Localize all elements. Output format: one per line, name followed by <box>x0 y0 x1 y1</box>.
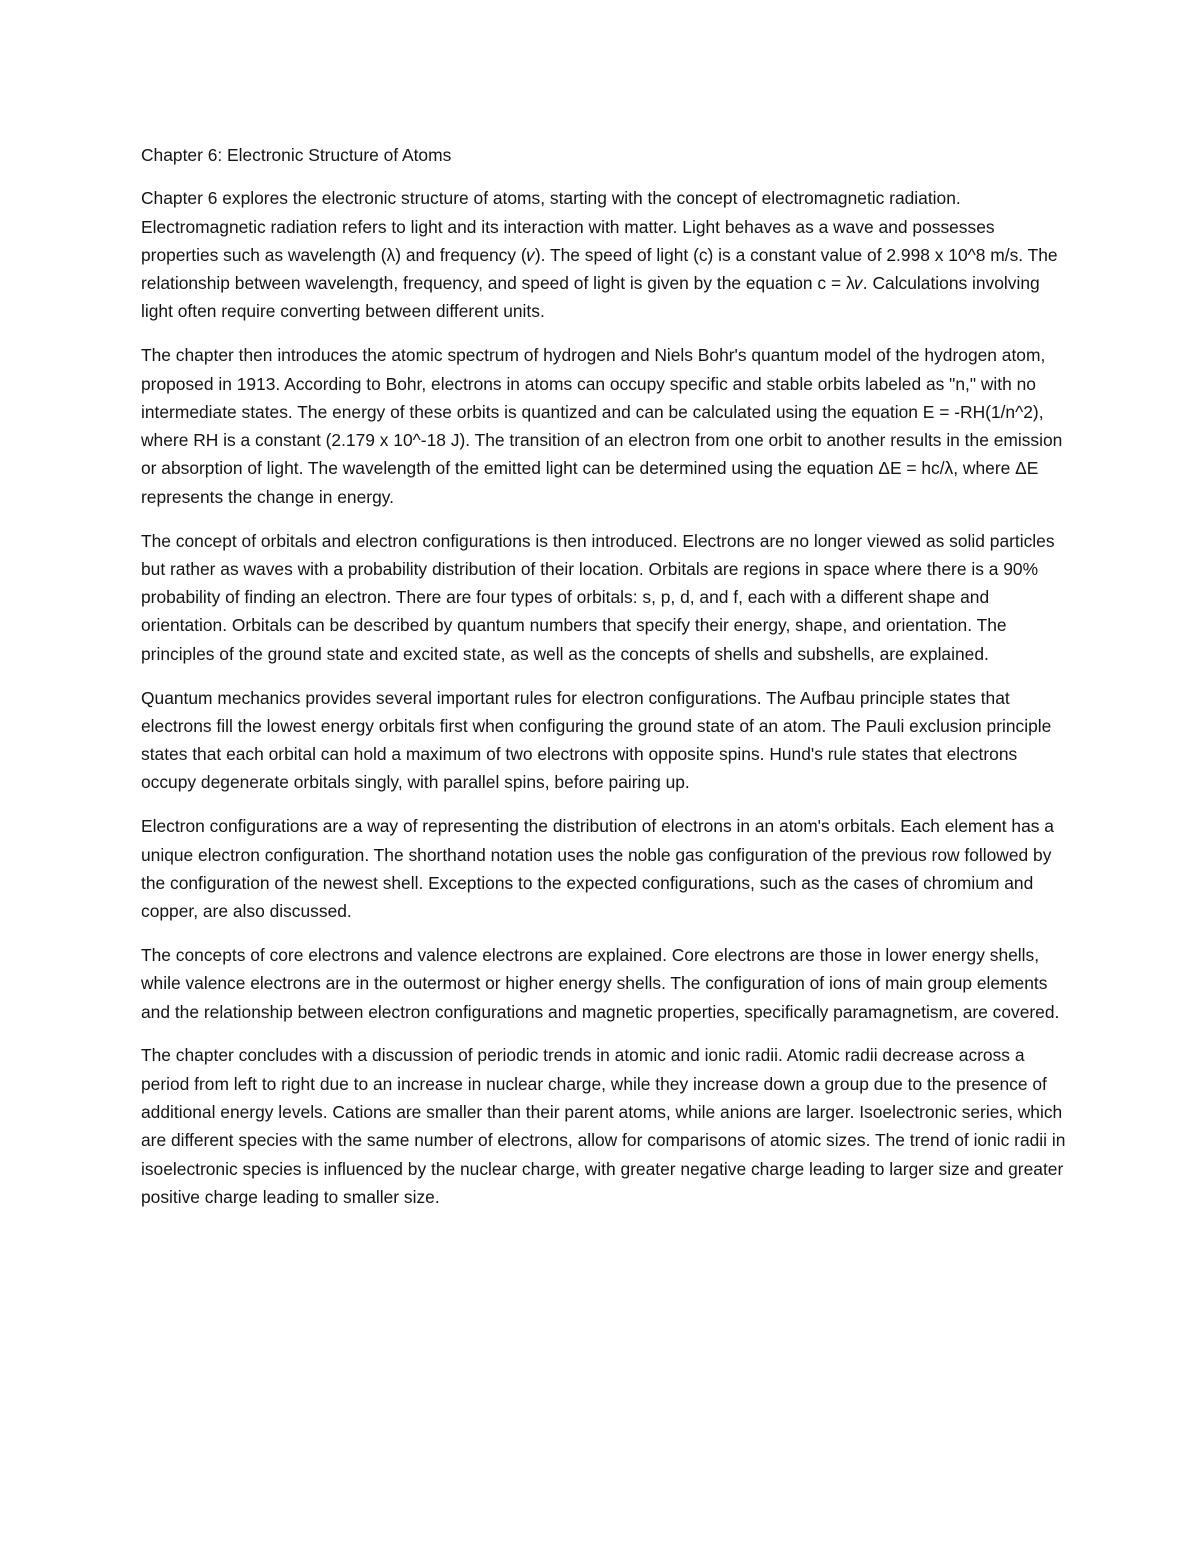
paragraph-bohr-model: The chapter then introduces the atomic spectrum of hydrogen and Niels Bohr's quantum model of the hydrogen atom, proposed in 1913. According to Bohr, electrons in atoms can occupy specific and stable orbits labeled as "n," with no intermediate states. The energy of these orbits is quantized and can be calculated using the equation E = -RH(1/n^2), where RH is a constant (2.179 x 10^-18 J). The transition of an electron from one orbit to another results in the emission or absorption of light. The wavelength of the emitted light can be determined using the equation ΔE = hc/λ, where ΔE represents the change in energy. <box>141 345 1063 507</box>
paragraph-orbitals: The concept of orbitals and electron configurations is then introduced. Electrons are no longer viewed as solid particles but rather as waves with a probability distribution of their location. Orbitals are regions in space where there is a 90% probability of finding an electron. There are four types of orbitals: s, p, d, and f, each with a different shape and orientation. Orbitals can be described by quantum numbers that specify their energy, shape, and orientation. The principles of the ground state and excited state, as well as the concepts of shells and subshells, are explained. <box>141 530 1055 664</box>
document-title: Chapter 6: Electronic Structure of Atoms <box>141 145 452 165</box>
paragraph-core-valence-electrons: The concepts of core electrons and valence electrons are explained. Core electrons are those in lower energy shells, while valence electrons are in the outermost or higher energy shells. The configuration of ions of main group elements and the relationship between electron configurations and magnetic properties, specifically paramagnetism, are covered. <box>141 944 1060 1022</box>
document-body <box>141 141 1066 1227</box>
paragraph-periodic-trends: The chapter concludes with a discussion of periodic trends in atomic and ionic radii. Atomic radii decrease across a period from left to right due to an increase in nuclear charge, while they increase down a group due to the presence of additional energy levels. Cations are smaller than their parent atoms, while anions are larger. Isoelectronic series, which are different species with the same number of electrons, allow for comparisons of atomic sizes. The trend of ionic radii in isoelectronic species is influenced by the nuclear charge, with greater negative charge leading to larger size and greater positive charge leading to smaller size. <box>141 1045 1066 1207</box>
paragraph-electromagnetic-radiation: Chapter 6 explores the electronic structure of atoms, starting with the concept of electromagnetic radiation. Electromagnetic radiation refers to light and its interaction with matter. Light behaves as a wave and possesses properties such as wavelength (λ) and frequency (𝑣). The speed of light (c) is a constant value of 2.998 x 10^8 m/s. The relationship between wavelength, frequency, and speed of light is given by the equation c = λ𝑣. Calculations involving light often require converting between different units. <box>141 188 1058 322</box>
paragraph-quantum-rules: Quantum mechanics provides several important rules for electron configurations. The Aufbau principle states that electrons fill the lowest energy orbitals first when configuring the ground state of an atom. The Pauli exclusion principle states that each orbital can hold a maximum of two electrons with opposite spins. Hund's rule states that electrons occupy degenerate orbitals singly, with parallel spins, before pairing up. <box>141 687 1052 793</box>
paragraph-electron-configurations: Electron configurations are a way of representing the distribution of electrons in an atom's orbitals. Each element has a unique electron configuration. The shorthand notation uses the noble gas configuration of the previous row followed by the configuration of the newest shell. Exceptions to the expected configurations, such as the cases of chromium and copper, are also discussed. <box>141 816 1054 922</box>
